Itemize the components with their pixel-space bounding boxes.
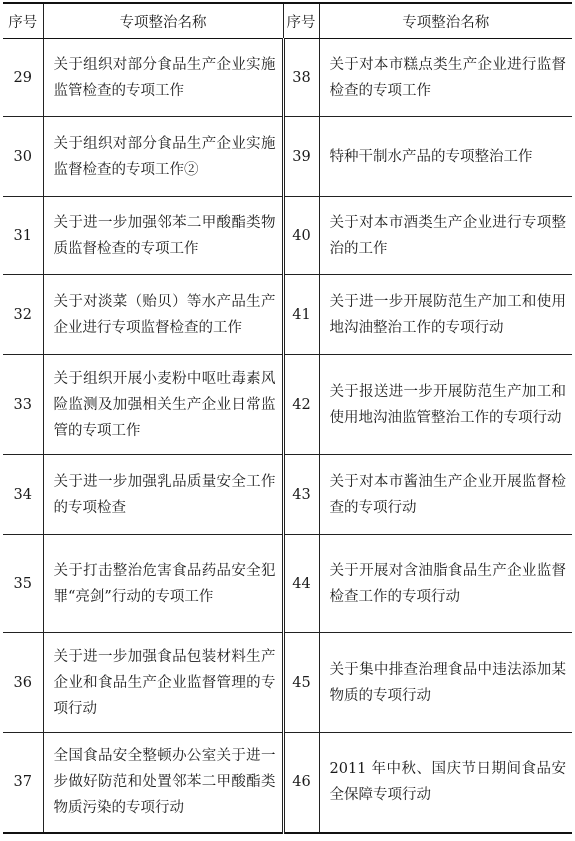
serial-number: 36: [3, 633, 43, 733]
table-row: [3, 455, 572, 535]
item-name: 关于组织对部分食品生产企业实施监管检查的专项工作: [43, 39, 283, 117]
serial-number: 45: [283, 633, 319, 733]
header-serial-right: 序号: [283, 3, 319, 39]
item-name: 关于对本市酱油生产企业开展监督检查的专项行动: [319, 455, 572, 535]
special-rectification-table: [3, 2, 572, 834]
document-page: [3, 2, 572, 834]
serial-number: 33: [3, 355, 43, 455]
serial-number: 44: [283, 535, 319, 633]
item-name: 特种干制水产品的专项整治工作: [319, 117, 572, 197]
item-name: 关于进一步加强乳品质量安全工作的专项检查: [43, 455, 283, 535]
serial-number: 32: [3, 275, 43, 355]
header-name-left: 专项整治名称: [43, 3, 283, 39]
serial-number: 40: [283, 197, 319, 275]
item-name: 关于组织对部分食品生产企业实施监督检查的专项工作②: [43, 117, 283, 197]
item-name: 全国食品安全整顿办公室关于进一步做好防范和处置邻苯二甲酸酯类物质污染的专项行动: [43, 733, 283, 833]
serial-number: 42: [283, 355, 319, 455]
item-name: 2011 年中秋、国庆节日期间食品安全保障专项行动: [319, 733, 572, 833]
header-serial-left: 序号: [3, 3, 43, 39]
item-name: 关于打击整治危害食品药品安全犯罪“亮剑”行动的专项工作: [43, 535, 283, 633]
item-name: 关于进一步加强食品包装材料生产企业和食品生产企业监督管理的专项行动: [43, 633, 283, 733]
table-row: [3, 535, 572, 633]
serial-number: 34: [3, 455, 43, 535]
serial-number: 38: [283, 39, 319, 117]
header-name-right: 专项整治名称: [319, 3, 572, 39]
serial-number: 41: [283, 275, 319, 355]
table-header-row: [3, 3, 572, 39]
item-name: 关于进一步加强邻苯二甲酸酯类物质监督检查的专项工作: [43, 197, 283, 275]
item-name: 关于进一步开展防范生产加工和使用地沟油整治工作的专项行动: [319, 275, 572, 355]
table-row: [3, 39, 572, 117]
item-name: 关于对本市糕点类生产企业进行监督检查的专项工作: [319, 39, 572, 117]
item-name: 关于对本市酒类生产企业进行专项整治的工作: [319, 197, 572, 275]
serial-number: 35: [3, 535, 43, 633]
serial-number: 46: [283, 733, 319, 833]
serial-number: 43: [283, 455, 319, 535]
table-row: [3, 633, 572, 733]
item-name: 关于对淡菜（贻贝）等水产品生产企业进行专项监督检查的工作: [43, 275, 283, 355]
table-row: [3, 355, 572, 455]
item-name: 关于组织开展小麦粉中呕吐毒素风险监测及加强相关生产企业日常监管的专项工作: [43, 355, 283, 455]
item-name: 关于开展对含油脂食品生产企业监督检查工作的专项行动: [319, 535, 572, 633]
serial-number: 31: [3, 197, 43, 275]
serial-number: 29: [3, 39, 43, 117]
table-row: [3, 197, 572, 275]
serial-number: 39: [283, 117, 319, 197]
serial-number: 30: [3, 117, 43, 197]
item-name: 关于报送进一步开展防范生产加工和使用地沟油监管整治工作的专项行动: [319, 355, 572, 455]
serial-number: 37: [3, 733, 43, 833]
table-row: [3, 733, 572, 833]
item-name: 关于集中排查治理食品中违法添加某物质的专项行动: [319, 633, 572, 733]
table-row: [3, 275, 572, 355]
table-row: [3, 117, 572, 197]
